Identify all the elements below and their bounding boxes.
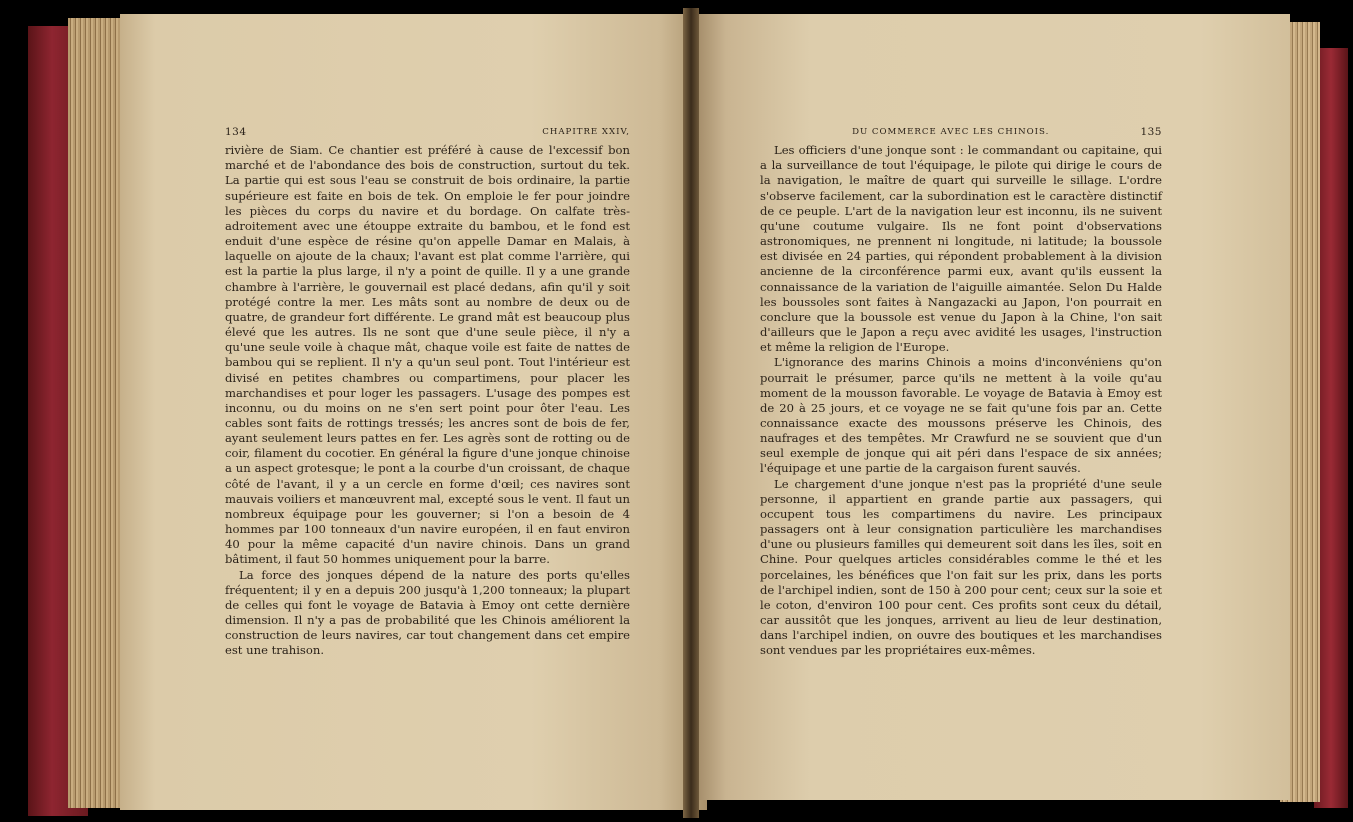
running-head: CHAPITRE XXIV, xyxy=(542,127,630,137)
left-page-text xyxy=(225,125,630,658)
running-head: DU COMMERCE AVEC LES CHINOIS. xyxy=(852,127,1050,137)
paragraph: Les officiers d'une jonque sont : le commandant ou capitaine, qui a la surveillance de tout l'équipage, le pilote qui dirige le cours de la navigation, le maître de quart qui surveille le sillage. L'ordre s'observe facilement, car la subordination est le caractère distinctif de ce peuple. L'art de la navigation leur est inconnu, ils ne suivent qu'une coutume vulgaire. Ils ne font point d'observations astronomiques, ne prennent ni longitude, ni latitude; la boussole est divisée en 24 parties, qui répondent probablement à la division ancienne de la circonférence parmi eux, avant qu'ils eussent la connaissance de la variation de l'aiguille aimantée. Selon Du Halde les boussoles sont faites à Nangazacki au Japon, l'on pourrait en conclure que la boussole est venue du Japon à la Chine, l'on sait d'ailleurs que le Japon a reçu avec avidité les usages, l'instruction et même la religion de l'Europe. xyxy=(760,143,1162,355)
paragraph: La force des jonques dépend de la nature des ports qu'elles fréquentent; il y en a depuis 200 jusqu'à 1,200 tonneaux; la plupart de celles qui font le voyage de Batavia à Emoy ont cette dernière dimension. Il n'y a pas de probabilité que les Chinois améliorent la construction de leurs navires, car tout changement dans cet empire est une trahison. xyxy=(225,567,630,658)
left-page-header xyxy=(225,125,630,140)
right-page-text xyxy=(760,125,1162,658)
book-gutter xyxy=(683,8,699,818)
paragraph: Le chargement d'une jonque n'est pas la propriété d'une seule personne, il appartient en grande partie aux passagers, qui occupent tous les compartimens du navire. Les principaux passagers ont à leur consignation particulière les marchandises d'une ou plusieurs familles qui demeurent soit dans les îles, soit en Chine. Pour quelques articles considérables comme le thé et les porcelaines, les bénéfices que l'on fait sur les prix, dans les ports de l'archipel indien, sont de 150 à 200 pour cent; ceux sur la soie et le coton, d'environ 100 pour cent. Ces profits sont ceux du détail, car aussitôt que les jonques, arrivent au lieu de leur destination, dans l'archipel indien, on ouvre des boutiques et les marchandises sont vendues par les propriétaires eux-mêmes. xyxy=(760,476,1162,658)
paragraph: L'ignorance des marins Chinois a moins d'inconvéniens qu'on pourrait le présumer, parce qu'ils ne mettent à la voile qu'au moment de la mousson favorable. Le voyage de Batavia à Emoy est de 20 à 25 jours, et ce voyage ne se fait qu'une fois par an. Cette connaissance exacte des moussons préserve les Chinois, des naufrages et des tempêtes. Mr Crawfurd ne se souvient que d'un seul exemple de jonque qui ait péri dans l'espace de six années; l'équipage et une partie de la cargaison furent sauvés. xyxy=(760,355,1162,476)
right-page-header xyxy=(760,125,1162,140)
paragraph: rivière de Siam. Ce chantier est préféré à cause de l'excessif bon marché et de l'abondance des bois de construction, surtout du tek. La partie qui est sous l'eau se construit de bois ordinaire, la partie supérieure est faite en bois de tek. On emploie le fer pour joindre les pièces du corps du navire et du bordage. On calfate très-adroitement avec une étouppe extraite du bambou, et le fond est enduit d'une espèce de résine qu'on appelle Damar en Malais, à laquelle on ajoute de la chaux; l'avant est plat comme l'arrière, qui est la partie la plus large, il n'y a point de quille. Il y a une grande chambre à l'arrière, le gouvernail est placé dedans, afin qu'il y soit protégé contre la mer. Les mâts sont au nombre de deux ou de quatre, de grandeur fort différente. Le grand mât est beaucoup plus élevé que les autres. Ils ne sont que d'une seule pièce, il n'y a qu'une seule voile à chaque mât, chaque voile est faite de nattes de bambou qui se replient. Il n'y a qu'un seul pont. Tout l'intérieur est divisé en petites chambres ou compartimens, pour placer les marchandises et pour loger les passagers. L'usage des pompes est inconnu, ou du moins on ne s'en sert point pour ôter l'eau. Les cables sont faits de rottings tressés; les ancres sont de bois de fer, ayant seulement leurs pattes en fer. Les agrès sont de rotting ou de coir, filament du cocotier. En général la figure d'une jonque chinoise a un aspect grotesque; le pont a la courbe d'un croissant, de chaque côté de l'avant, il y a un cercle en forme d'œil; ces navires sont mauvais voiliers et manœuvrent mal, excepté sous le vent. Il faut un nombreux équipage pour les gouverner; si l'on a besoin de 4 hommes par 100 tonneaux d'un navire européen, il en faut environ 40 pour la même capacité d'un navire chinois. Dans un grand bâtiment, il faut 50 hommes uniquement pour la barre. xyxy=(225,143,630,567)
page-number: 135 xyxy=(1140,126,1162,138)
page-number: 134 xyxy=(225,126,247,138)
